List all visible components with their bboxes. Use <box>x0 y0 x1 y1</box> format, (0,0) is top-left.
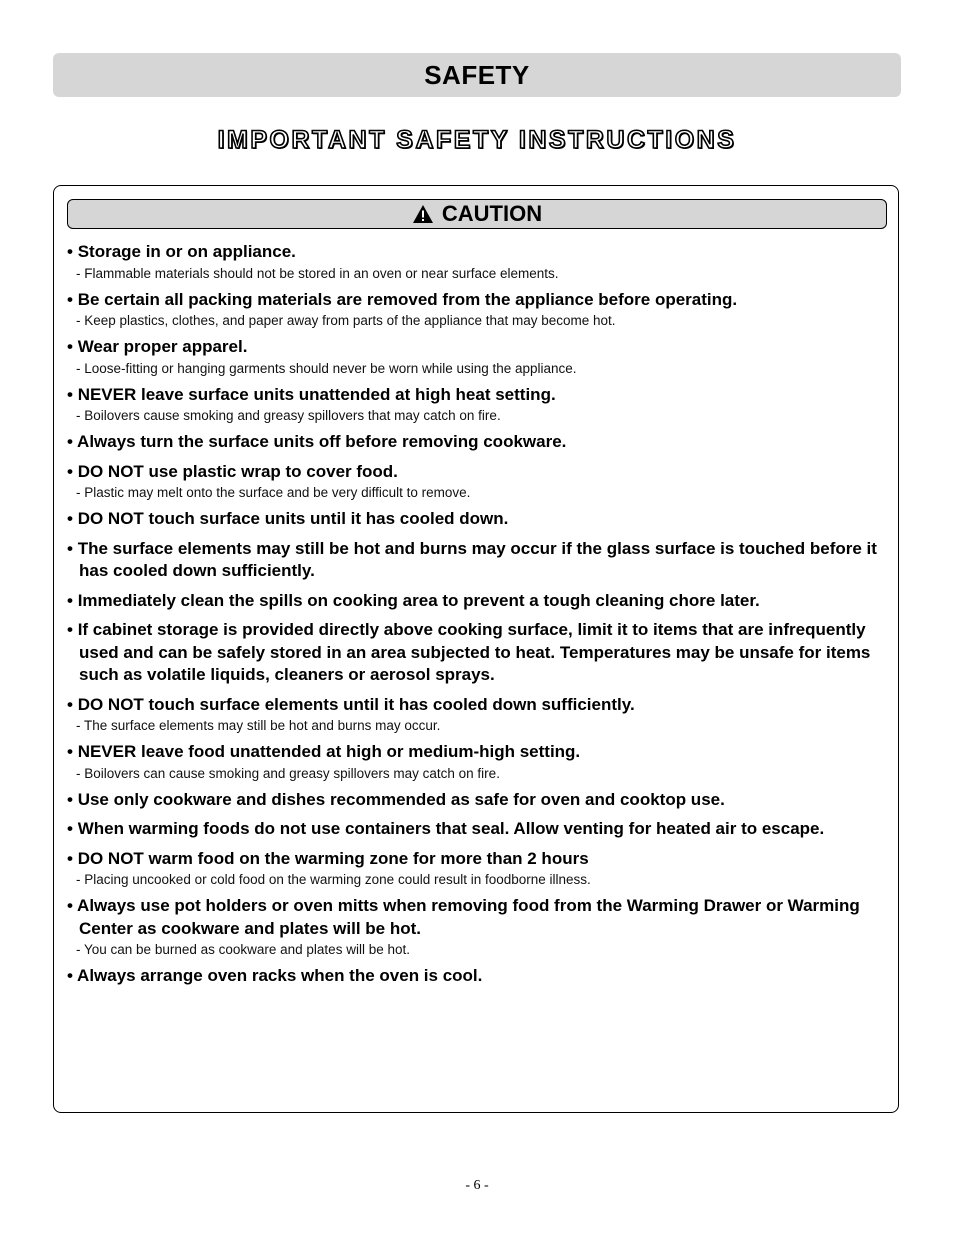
list-item <box>67 538 877 583</box>
item-note: - Boilovers cause smoking and greasy spillovers that may catch on fire. <box>76 408 501 423</box>
item-title: • Immediately clean the spills on cooking area to prevent a tough cleaning chore later. <box>67 590 877 613</box>
item-note: - Plastic may melt onto the surface and be very difficult to remove. <box>76 485 471 500</box>
item-title: • Always arrange oven racks when the oven is cool. <box>67 965 877 988</box>
list-item <box>67 431 877 454</box>
list-item <box>67 461 877 502</box>
list-item <box>67 590 877 613</box>
item-title: • Wear proper apparel. <box>67 336 877 359</box>
section-header-bar <box>53 53 901 97</box>
list-item <box>67 789 877 812</box>
warning-triangle-icon <box>412 204 434 224</box>
item-title: • If cabinet storage is provided directly above cooking surface, limit it to items that are infrequently used and can be safely stored in an area subjected to heat. Temperatures may be unsafe for items such as volatile liquids, cleaners or aerosol sprays. <box>67 619 877 687</box>
item-title: • NEVER leave food unattended at high or medium-high setting. <box>67 741 877 764</box>
list-item <box>67 741 877 782</box>
item-title: • DO NOT warm food on the warming zone for more than 2 hours <box>67 848 877 871</box>
item-title: • NEVER leave surface units unattended at high heat setting. <box>67 384 877 407</box>
caution-header <box>67 199 887 229</box>
item-title: • DO NOT touch surface units until it has cooled down. <box>67 508 877 531</box>
list-item <box>67 694 877 735</box>
item-title: • Always turn the surface units off before removing cookware. <box>67 431 877 454</box>
list-item <box>67 965 877 988</box>
item-note: - Placing uncooked or cold food on the warming zone could result in foodborne illness. <box>76 872 591 887</box>
item-title: • DO NOT use plastic wrap to cover food. <box>67 461 877 484</box>
item-note: - You can be burned as cookware and plates will be hot. <box>76 942 410 957</box>
item-title: • Storage in or on appliance. <box>67 241 877 264</box>
list-item <box>67 895 877 958</box>
list-item <box>67 818 877 841</box>
caution-box <box>53 185 899 1113</box>
item-note: - The surface elements may still be hot and burns may occur. <box>76 718 441 733</box>
safety-items-list <box>67 241 877 995</box>
list-item <box>67 289 877 330</box>
item-note: - Loose-fitting or hanging garments should never be worn while using the appliance. <box>76 360 577 376</box>
item-note: - Keep plastics, clothes, and paper away from parts of the appliance that may become hot. <box>76 313 616 328</box>
item-title: • The surface elements may still be hot and burns may occur if the glass surface is touched before it has cooled down sufficiently. <box>67 538 877 583</box>
page-number: - 6 - <box>465 1178 489 1193</box>
list-item <box>67 619 877 687</box>
list-item <box>67 508 877 531</box>
item-title: • Use only cookware and dishes recommended as safe for oven and cooktop use. <box>67 789 877 812</box>
page-headline: IMPORTANT SAFETY INSTRUCTIONS <box>217 126 737 154</box>
item-note: - Flammable materials should not be stored in an oven or near surface elements. <box>76 265 559 281</box>
caution-label: CAUTION <box>441 201 543 226</box>
item-note: - Boilovers can cause smoking and greasy spillovers may catch on fire. <box>76 765 500 781</box>
list-item <box>67 336 877 377</box>
list-item <box>67 241 877 282</box>
item-title: • Always use pot holders or oven mitts when removing food from the Warming Drawer or Warming Center as cookware and plates will be hot. <box>67 895 877 940</box>
list-item <box>67 848 877 889</box>
item-title: • When warming foods do not use containers that seal. Allow venting for heated air to escape. <box>67 818 877 841</box>
item-title: • Be certain all packing materials are removed from the appliance before operating. <box>67 289 877 312</box>
item-title: • DO NOT touch surface elements until it has cooled down sufficiently. <box>67 694 877 717</box>
section-title: SAFETY <box>424 59 530 90</box>
list-item <box>67 384 877 425</box>
